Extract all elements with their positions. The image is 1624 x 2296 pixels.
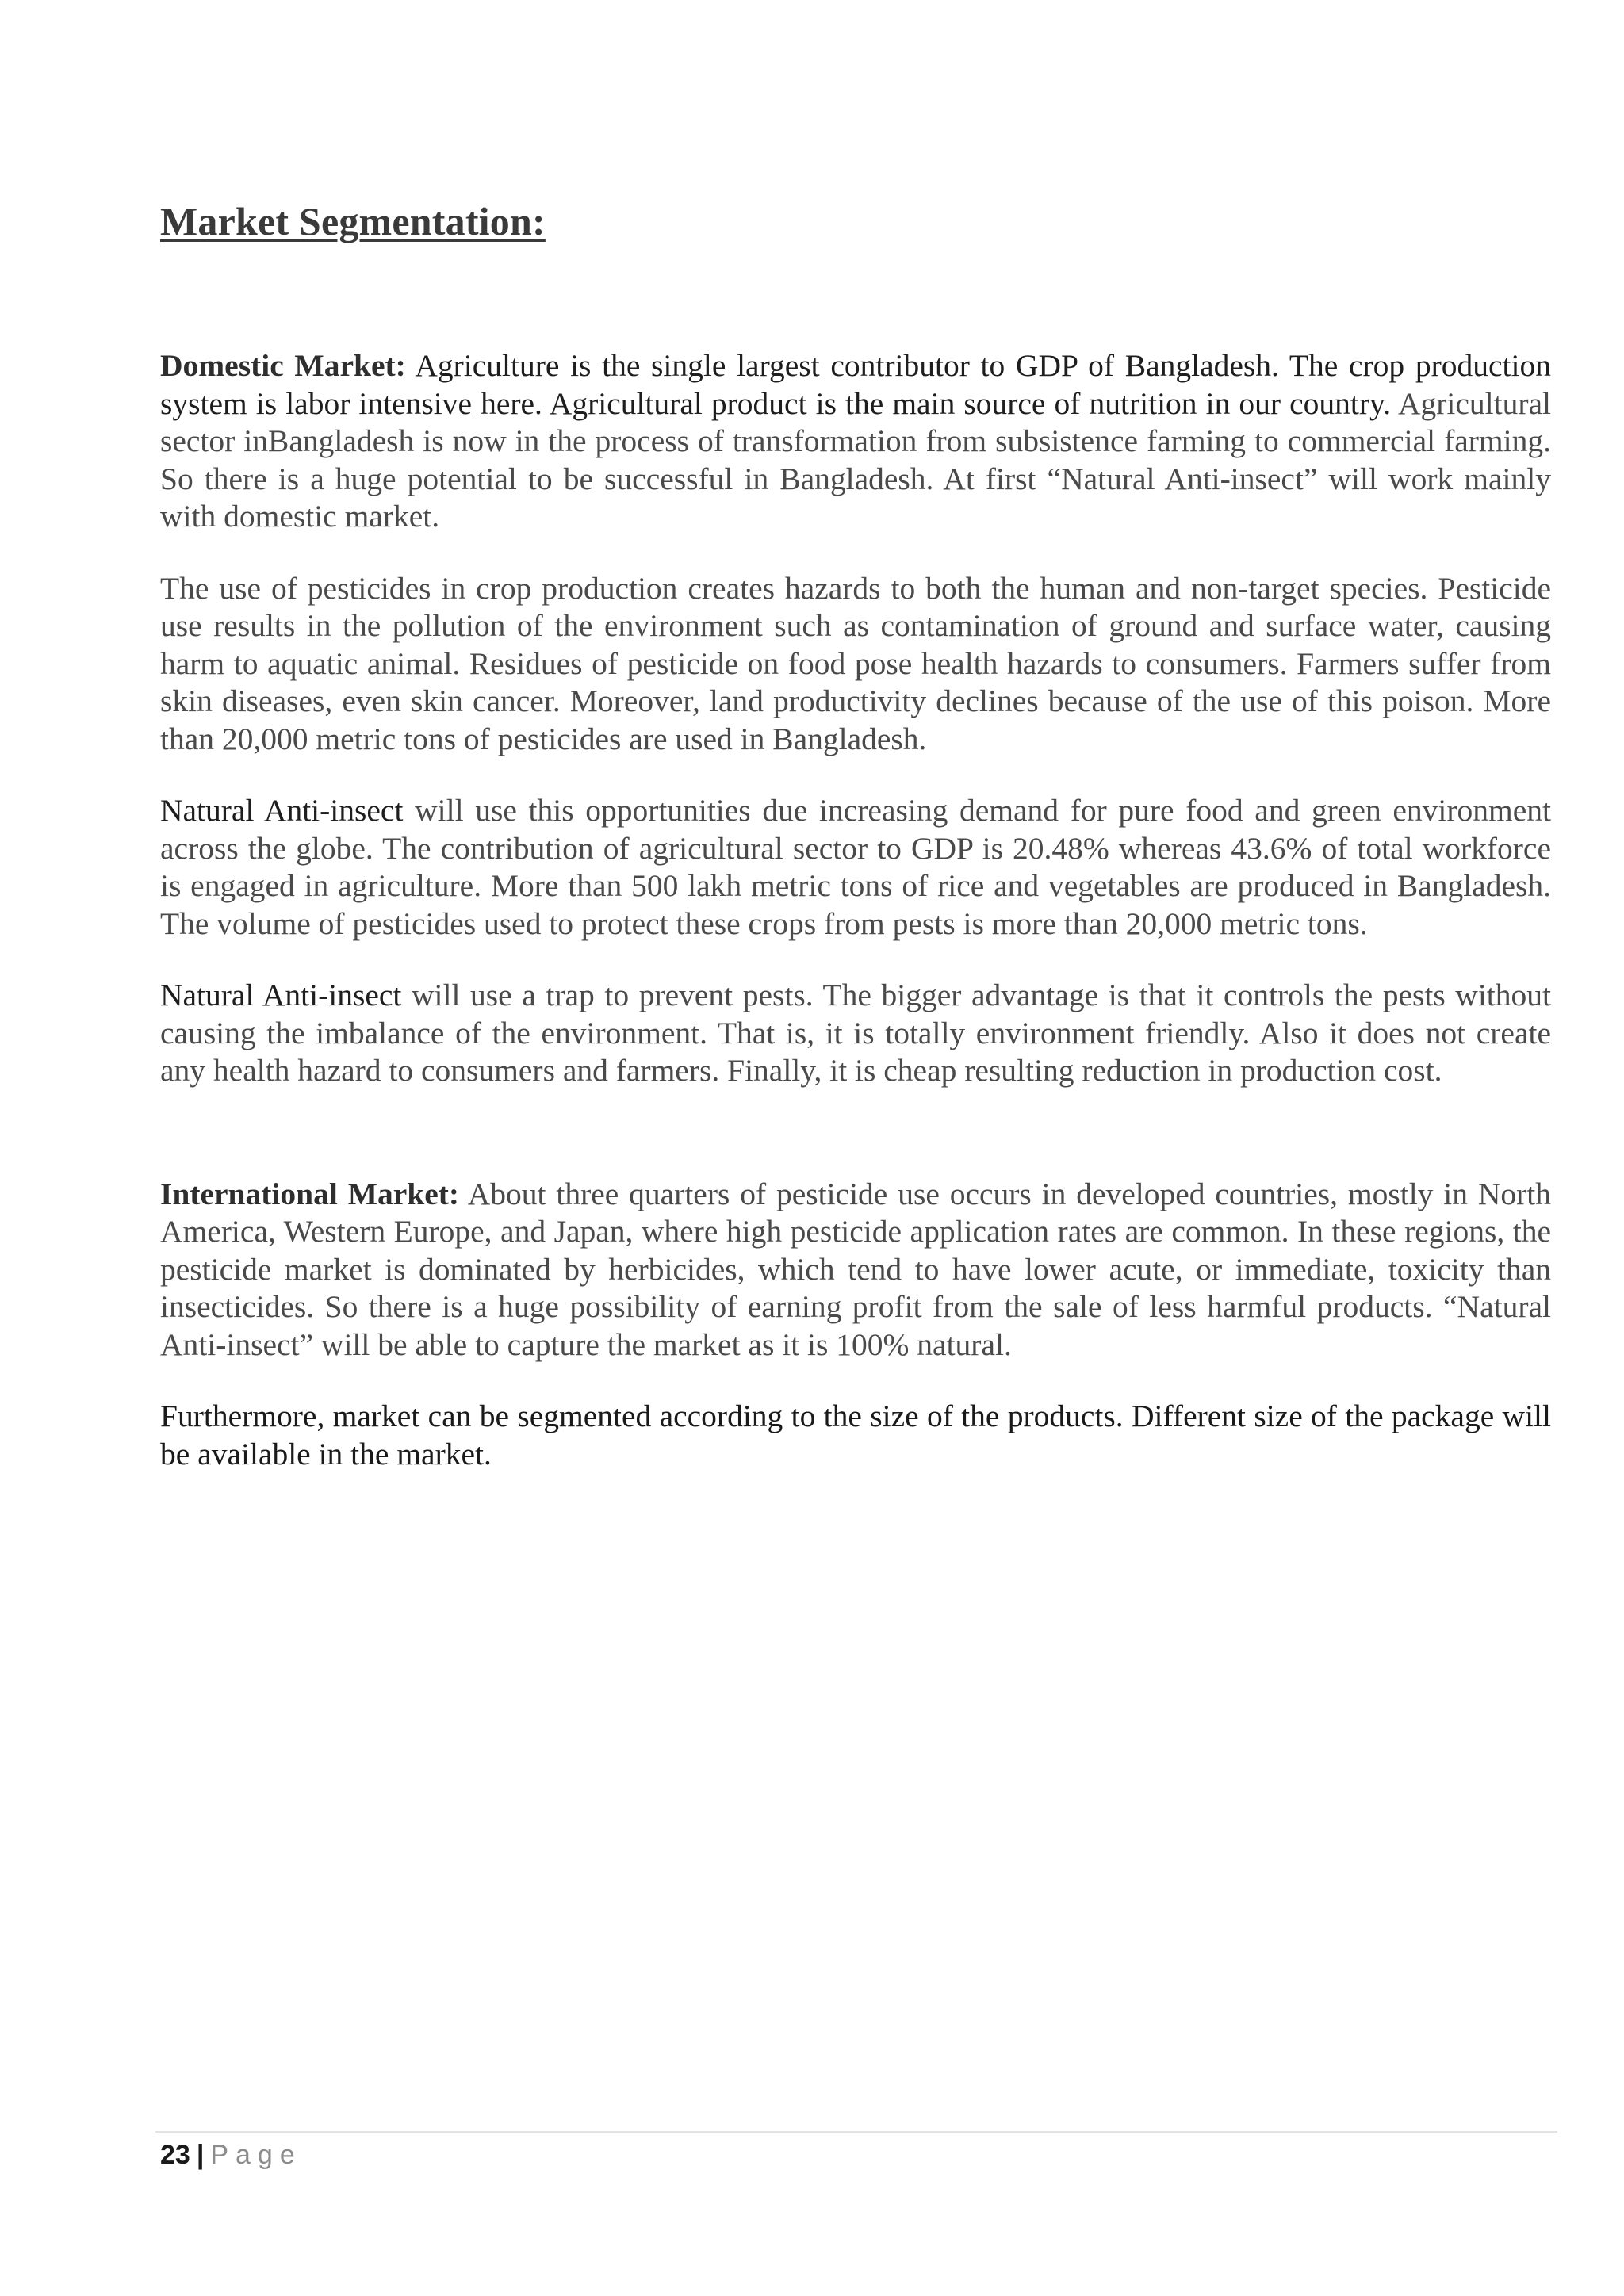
opportunity-brand: Natural Anti-insect bbox=[160, 793, 404, 828]
document-body bbox=[160, 347, 1551, 1507]
footer-separator: | bbox=[196, 2140, 205, 2170]
trap-text: will use a trap to prevent pests. The bigger advantage is that it controls the pests without causing the imbalance of the environment. That is, it is totally environment friendly. Also it does not create any health hazard to consumers and farmers. Finally, it is cheap resulting reduction in production cost. bbox=[160, 978, 1551, 1088]
opportunity-text: will use this opportunities due increasing demand for pure food and green environment across the globe. The contribution of agricultural sector to GDP is 20.48% whereas 43.6% of total workforce is engaged in agriculture. More than 500 lakh metric tons of rice and vegetables are produced in Bangladesh. The volume of pesticides used to protect these crops from pests is more than 20,000 metric tons. bbox=[160, 793, 1551, 941]
domestic-market-heading: Domestic Market: bbox=[160, 348, 406, 383]
page-label: Page bbox=[210, 2140, 302, 2170]
opportunity-paragraph bbox=[160, 792, 1551, 943]
page-footer bbox=[160, 2137, 302, 2172]
domestic-market-paragraph bbox=[160, 347, 1551, 536]
international-market-text: About three quarters of pesticide use occurs in developed countries, mostly in North America, Western Europe, and Japan, where high pesticide application rates are common. In these regions, the pesticide market is dominated by herbicides, which tend to have lower acute, or immediate, toxicity than insecticides. So there is a huge possibility of earning profit from the sale of less harmful products. “Natural Anti-insect” will be able to capture the market as it is 100% natural. bbox=[160, 1176, 1552, 1362]
product-size-paragraph: Furthermore, market can be segmented according to the size of the products. Different size of the package will be available in the market. bbox=[160, 1399, 1551, 1471]
domestic-market-sentence-3: Agricultural sector inBangladesh is now in the process of transformation from subsistence farming to commercial farming. So there is a huge potential to be successful in Bangladesh. At first “Natural Anti-insect” will work mainly with domestic market. bbox=[160, 385, 1552, 534]
trap-brand: Natural Anti-insect bbox=[160, 978, 402, 1012]
pesticide-hazards-paragraph: The use of pesticides in crop production creates hazards to both the human and non-target species. Pesticide use results in the pollution of the environment such as contamination of ground and surface water, causing harm to aquatic animal. Residues of pesticide on food pose health hazards to consumers. Farmers suffer from skin diseases, even skin cancer. Moreover, land productivity declines because of the use of this poison. More than 20,000 metric tons of pesticides are used in Bangladesh. bbox=[160, 570, 1551, 756]
page-number: 23 bbox=[160, 2140, 190, 2170]
domestic-market-sentence-2: The crop production system is labor intensive here. Agricultural product is the main source of nutrition in our country. bbox=[160, 348, 1551, 421]
domestic-market-sentence-1: Agriculture is the single largest contributor to GDP of Bangladesh. bbox=[405, 348, 1289, 383]
international-market-heading: International Market: bbox=[160, 1176, 460, 1211]
trap-paragraph bbox=[160, 977, 1551, 1090]
footer-divider bbox=[155, 2131, 1557, 2133]
page-title: Market Segmentation: bbox=[160, 199, 546, 243]
international-market-paragraph bbox=[160, 1176, 1551, 1364]
